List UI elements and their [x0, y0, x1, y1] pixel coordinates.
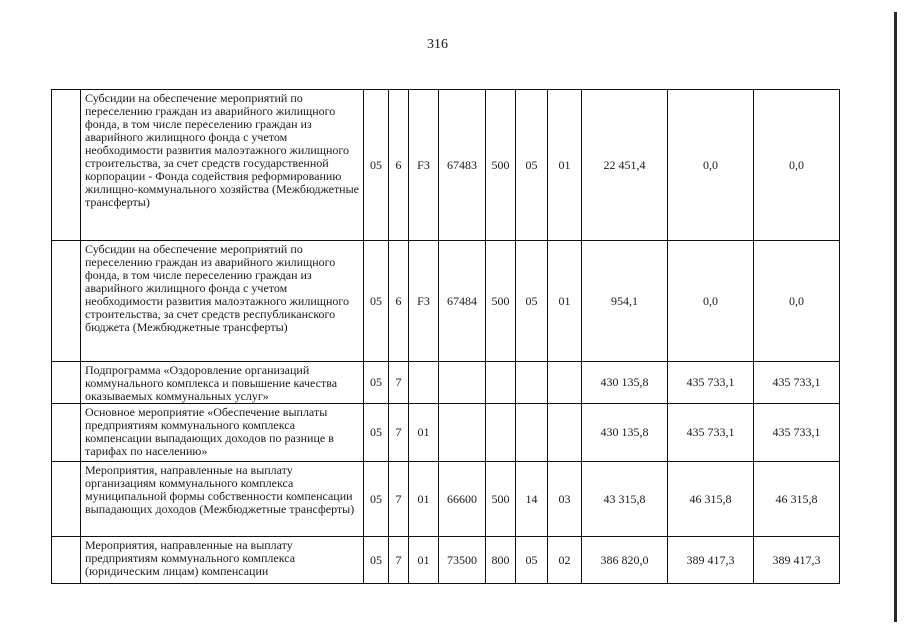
cell-program-code: 05 — [364, 537, 389, 584]
cell-direction-code — [439, 362, 486, 404]
cell-subprogram-code: 6 — [389, 90, 409, 241]
cell-amount-year-2: 0,0 — [668, 90, 754, 241]
cell-expense-type: 500 — [486, 241, 516, 362]
budget-table — [51, 89, 840, 584]
cell-section: 14 — [516, 462, 548, 537]
page-number: 316 — [427, 37, 448, 52]
cell-amount-year-2: 435 733,1 — [668, 362, 754, 404]
cell-amount-year-1: 954,1 — [582, 241, 668, 362]
cell-direction-code: 67483 — [439, 90, 486, 241]
cell-section: 05 — [516, 537, 548, 584]
cell-empty-index — [52, 462, 81, 537]
cell-subsection: 01 — [548, 90, 582, 241]
cell-expense-type — [486, 362, 516, 404]
cell-amount-year-3: 389 417,3 — [754, 537, 840, 584]
cell-amount-year-2: 0,0 — [668, 241, 754, 362]
cell-amount-year-3: 46 315,8 — [754, 462, 840, 537]
cell-empty-index — [52, 362, 81, 404]
cell-expense-type — [486, 404, 516, 462]
cell-amount-year-2: 435 733,1 — [668, 404, 754, 462]
cell-subsection: 02 — [548, 537, 582, 584]
table-row — [52, 90, 840, 241]
cell-amount-year-1: 22 451,4 — [582, 90, 668, 241]
cell-amount-year-3: 435 733,1 — [754, 362, 840, 404]
cell-direction-code: 67484 — [439, 241, 486, 362]
cell-direction-code: 73500 — [439, 537, 486, 584]
cell-amount-year-3: 435 733,1 — [754, 404, 840, 462]
cell-direction-code: 66600 — [439, 462, 486, 537]
cell-main-event-code: F3 — [409, 241, 439, 362]
cell-expense-type: 800 — [486, 537, 516, 584]
cell-description: Субсидии на обеспечение мероприятий по переселению граждан из аварийного жилищного фонда, в том числе переселению граждан из аварийного жилищного фонда с учетом необходимости развития малоэтажного жилищного строительства, за счет средств республиканского бюджета (Межбюджетные трансферты) — [81, 241, 364, 362]
table-row — [52, 362, 840, 404]
cell-empty-index — [52, 241, 81, 362]
table-row — [52, 537, 840, 584]
cell-description: Мероприятия, направленные на выплату организациям коммунального комплекса муниципальной формы собственности компенсации выпадающих доходов (Межбюджетные трансферты) — [81, 462, 364, 537]
cell-program-code: 05 — [364, 362, 389, 404]
cell-subprogram-code: 6 — [389, 241, 409, 362]
cell-subsection — [548, 362, 582, 404]
page-edge-shadow — [894, 12, 897, 622]
cell-description: Мероприятия, направленные на выплату предприятиям коммунального комплекса (юридическим лицам) компенсации — [81, 537, 364, 584]
cell-main-event-code: 01 — [409, 404, 439, 462]
cell-section — [516, 362, 548, 404]
cell-program-code: 05 — [364, 241, 389, 362]
cell-section: 05 — [516, 90, 548, 241]
cell-program-code: 05 — [364, 404, 389, 462]
cell-program-code: 05 — [364, 462, 389, 537]
cell-amount-year-1: 386 820,0 — [582, 537, 668, 584]
cell-amount-year-1: 43 315,8 — [582, 462, 668, 537]
cell-description: Подпрограмма «Оздоровление организаций коммунального комплекса и повышение качества оказываемых коммунальных услуг» — [81, 362, 364, 404]
table-row — [52, 462, 840, 537]
cell-amount-year-2: 46 315,8 — [668, 462, 754, 537]
cell-amount-year-3: 0,0 — [754, 90, 840, 241]
cell-program-code: 05 — [364, 90, 389, 241]
cell-empty-index — [52, 90, 81, 241]
cell-subprogram-code: 7 — [389, 404, 409, 462]
cell-section: 05 — [516, 241, 548, 362]
cell-main-event-code — [409, 362, 439, 404]
cell-subprogram-code: 7 — [389, 537, 409, 584]
cell-amount-year-1: 430 135,8 — [582, 362, 668, 404]
cell-empty-index — [52, 537, 81, 584]
cell-subsection: 03 — [548, 462, 582, 537]
cell-description: Основное мероприятие «Обеспечение выплаты предприятиям коммунального комплекса компенсации выпадающих доходов по разнице в тарифах по населению» — [81, 404, 364, 462]
cell-expense-type: 500 — [486, 90, 516, 241]
cell-subprogram-code: 7 — [389, 362, 409, 404]
cell-main-event-code: 01 — [409, 462, 439, 537]
cell-expense-type: 500 — [486, 462, 516, 537]
cell-description: Субсидии на обеспечение мероприятий по переселению граждан из аварийного жилищного фонда, в том числе переселению граждан из аварийного жилищного фонда с учетом необходимости развития малоэтажного жилищного строительства, за счет средств государственной корпорации - Фонда содействия реформированию жилищно-коммунального хозяйства (Межбюджетные трансферты) — [81, 90, 364, 241]
cell-subsection — [548, 404, 582, 462]
cell-main-event-code: F3 — [409, 90, 439, 241]
cell-amount-year-2: 389 417,3 — [668, 537, 754, 584]
cell-subprogram-code: 7 — [389, 462, 409, 537]
cell-main-event-code: 01 — [409, 537, 439, 584]
table-body — [52, 90, 840, 584]
cell-section — [516, 404, 548, 462]
cell-subsection: 01 — [548, 241, 582, 362]
cell-direction-code — [439, 404, 486, 462]
cell-empty-index — [52, 404, 81, 462]
budget-table-container — [51, 89, 840, 584]
cell-amount-year-3: 0,0 — [754, 241, 840, 362]
cell-amount-year-1: 430 135,8 — [582, 404, 668, 462]
table-row — [52, 404, 840, 462]
table-row — [52, 241, 840, 362]
